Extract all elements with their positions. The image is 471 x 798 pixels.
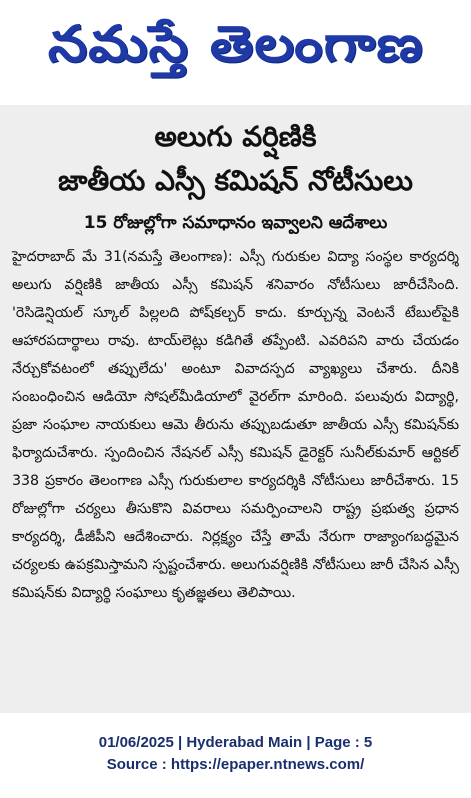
newspaper-masthead — [0, 0, 471, 100]
headline-line-1: అలుగు వర్షిణికి — [154, 120, 317, 153]
article-clipping — [0, 105, 471, 713]
clipping-footer — [0, 732, 471, 776]
article-subheadline: 15 రోజుల్లోగా సమాధానం ఇవ్వాలని ఆదేశాలు — [83, 213, 388, 233]
headline-line-2: జాతీయ ఎస్సీ కమిషన్ నోటీసులు — [58, 164, 413, 197]
article-headline — [12, 115, 459, 203]
masthead-title: నమస్తే తెలంగాణ — [47, 14, 424, 73]
edition-info: 01/06/2025 | Hyderabad Main | Page : 5 — [98, 734, 373, 751]
source-link[interactable]: Source : https://epaper.ntnews.com/ — [106, 756, 365, 773]
article-body: హైదరాబాద్ మే 31(నమస్తే తెలంగాణ): ఎస్సీ గురుకుల విద్యా సంస్థల కార్యదర్శి అలుగు వర్షిణికి జాతీయ ఎస్సీ కమిషన్ శనివారం నోటీసులు జారీచేసింది. 'రెసిడెన్షియల్ స్కూల్ పిల్లలది పోష్‌కల్చర్ కాదు. కూర్చున్న వెంటనే టేబుల్‌పైకి ఆహారపదార్థాలు రావు. టాయ్‌లెట్లు కడిగితే తప్పేంటి. ఎవరిపని వారు చేయడం నేర్చుకోవటంలో తప్పులేదు' అంటూ వివాదస్పద వ్యాఖ్యలు చేశారు. దీనికి సంబంధించిన ఆడియో సోషల్‌మీడియాలో వైరల్‌గా మారింది. పలువురు విద్యార్థి, ప్రజా సంఘాల నాయకులు ఆమె తీరును తప్పుబడుతూ జాతీయ ఎస్సీ కమిషన్‌కు ఫిర్యాదుచేశారు. స్పందించిన నేషనల్ ఎస్సీ కమిషన్ డైరెక్టర్ సునీల్‌కుమార్ ఆర్టికల్ 338 ప్రకారం తెలంగాణ ఎస్సీ గురుకులాల కార్యదర్శికి నోటీసులు జారీచేశారు. 15 రోజుల్లోగా చర్యలు తీసుకొని వివరాలు సమర్పించాలని రాష్ట్ర ప్రభుత్వ ప్రధాన కార్యదర్శి, డీజీపీని ఆదేశించారు. నిర్లక్ష్యం చేస్తే తామే నేరుగా రాజ్యాంగబద్ధమైన చర్యలకు ఉపక్రమిస్తామని స్పష్టంచేశారు. అలుగువర్షిణికి నోటీసులు జారీ చేసిన ఎస్సీ కమిషన్‌కు విద్యార్థి సంఘాలు కృతజ్ఞతలు తెలిపాయి. — [12, 249, 459, 601]
